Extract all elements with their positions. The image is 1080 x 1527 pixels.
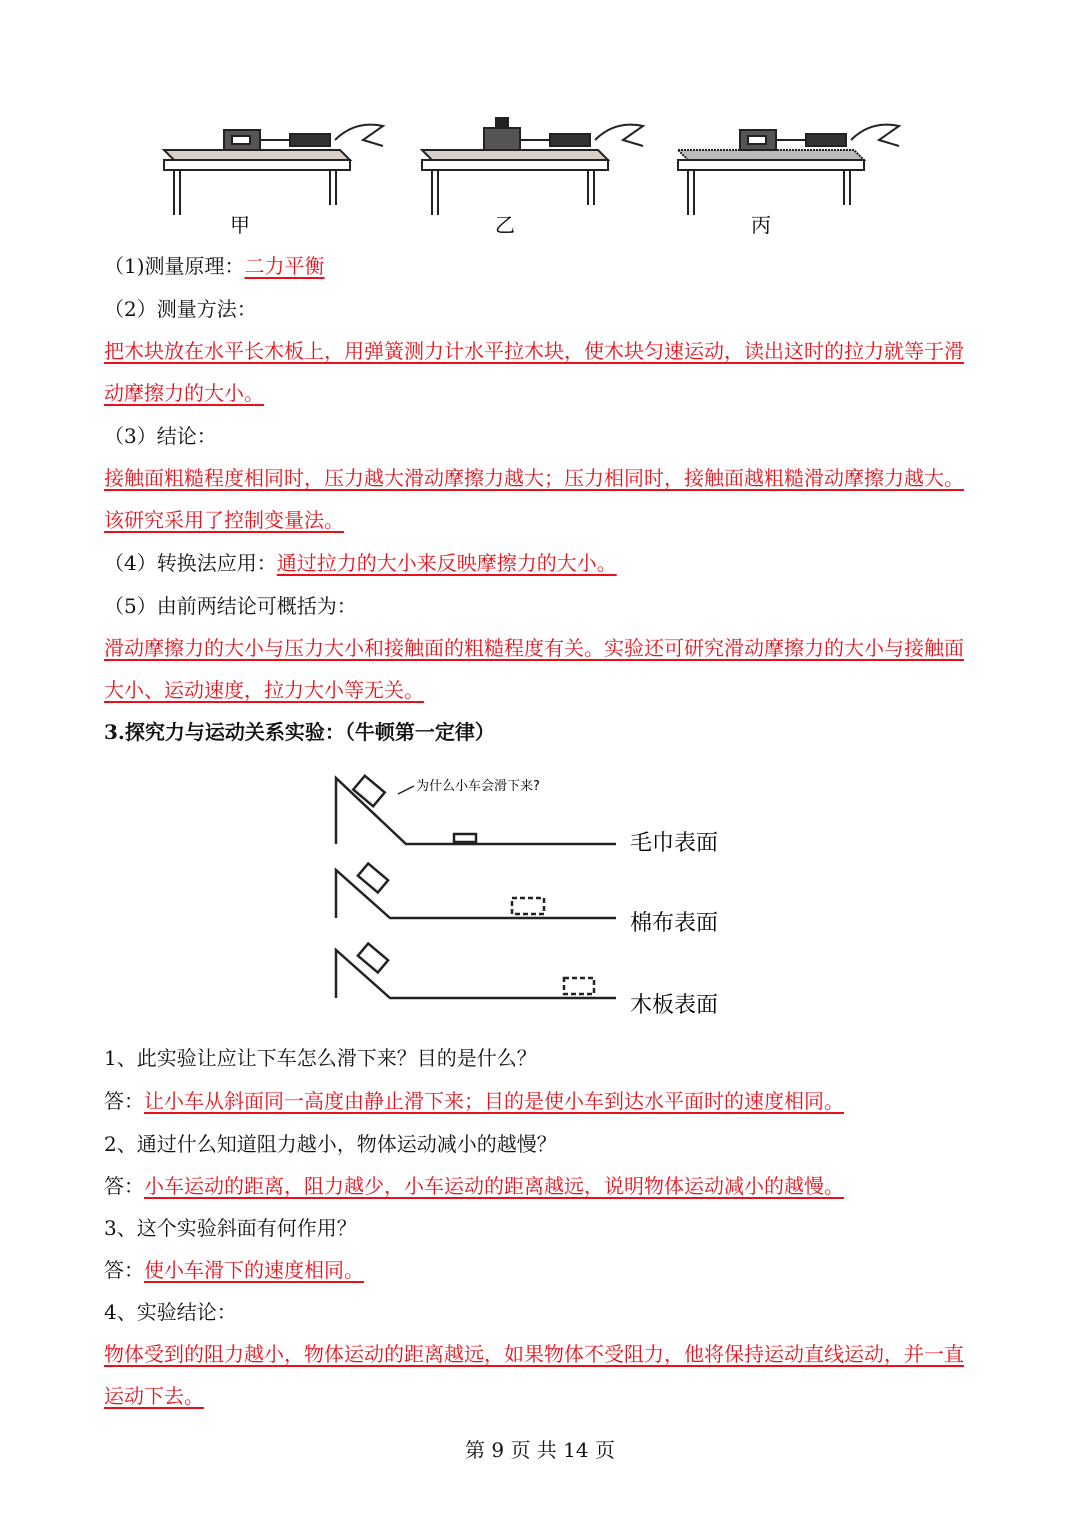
table-bing <box>678 125 899 215</box>
item-3-answer: 接触面粗糙程度相同时，压力越大滑动摩擦力越大；压力相同时，接触面越粗糙滑动摩擦力越大。该研究采用了控制变量法。 <box>104 466 964 532</box>
ramp-experiment-figure <box>326 768 746 1028</box>
ramp-question-text: 为什么小车会滑下来? <box>416 779 540 794</box>
surface-label-cotton: 棉布表面 <box>630 911 719 936</box>
question-3: 3、这个实验斜面有何作用？ <box>104 1216 357 1240</box>
answer-1-prefix: 答： <box>104 1089 144 1113</box>
item-4-label: （4）转换法应用： <box>104 551 277 575</box>
answer-1-text: 让小车从斜面同一高度由静止滑下来；目的是使小车到达水平面时的速度相同。 <box>144 1089 844 1113</box>
answer-2-text: 小车运动的距离，阻力越少，小车运动的距离越远，说明物体运动减小的越慢。 <box>144 1174 844 1198</box>
answer-1 <box>104 1087 844 1115</box>
answer-3-prefix: 答： <box>104 1258 144 1282</box>
item-4 <box>104 549 617 577</box>
surface-label-towel: 毛巾表面 <box>630 831 719 856</box>
label-bing: 丙 <box>751 213 771 237</box>
item-1-answer: 二力平衡 <box>244 254 325 278</box>
item-2-label: （2）测量方法： <box>104 297 257 321</box>
answer-2-prefix: 答： <box>104 1174 144 1198</box>
friction-experiment-figure <box>150 110 930 242</box>
label-yi: 乙 <box>495 213 515 237</box>
table-jia <box>164 125 383 215</box>
item-5-answer: 滑动摩擦力的大小与压力大小和接触面的粗糙程度有关。实验还可研究滑动摩擦力的大小与接触面大小、运动速度，拉力大小等无关。 <box>104 636 964 702</box>
answer-3 <box>104 1256 364 1284</box>
page-footer: 第 9 页 共 14 页 <box>465 1438 615 1462</box>
item-3-label: （3）结论： <box>104 424 217 448</box>
label-jia: 甲 <box>230 213 250 237</box>
section-3-heading: 3.探究力与运动关系实验：（牛顿第一定律） <box>104 720 495 744</box>
item-4-answer: 通过拉力的大小来反映摩擦力的大小。 <box>276 551 617 575</box>
item-1-label: （1)测量原理： <box>104 254 245 278</box>
table-yi <box>422 118 643 215</box>
item-2-answer: 把木块放在水平长木板上，用弹簧测力计水平拉木块，使木块匀速运动，读出这时的拉力就等于滑动摩擦力的大小。 <box>104 339 964 405</box>
question-2: 2、通过什么知道阻力越小，物体运动减小的越慢？ <box>104 1132 557 1156</box>
item-1 <box>104 252 325 280</box>
answer-2 <box>104 1172 844 1200</box>
item-5-label: （5）由前两结论可概括为： <box>104 594 357 618</box>
conclusion-text: 物体受到的阻力越小，物体运动的距离越远，如果物体不受阻力，他将保持运动直线运动，并一直运动下去。 <box>104 1342 964 1408</box>
surface-label-wood: 木板表面 <box>630 993 719 1018</box>
answer-3-text: 使小车滑下的速度相同。 <box>144 1258 364 1282</box>
conclusion-label: 4、实验结论： <box>104 1300 237 1324</box>
question-1: 1、此实验让应让下车怎么滑下来？目的是什么？ <box>104 1046 537 1070</box>
